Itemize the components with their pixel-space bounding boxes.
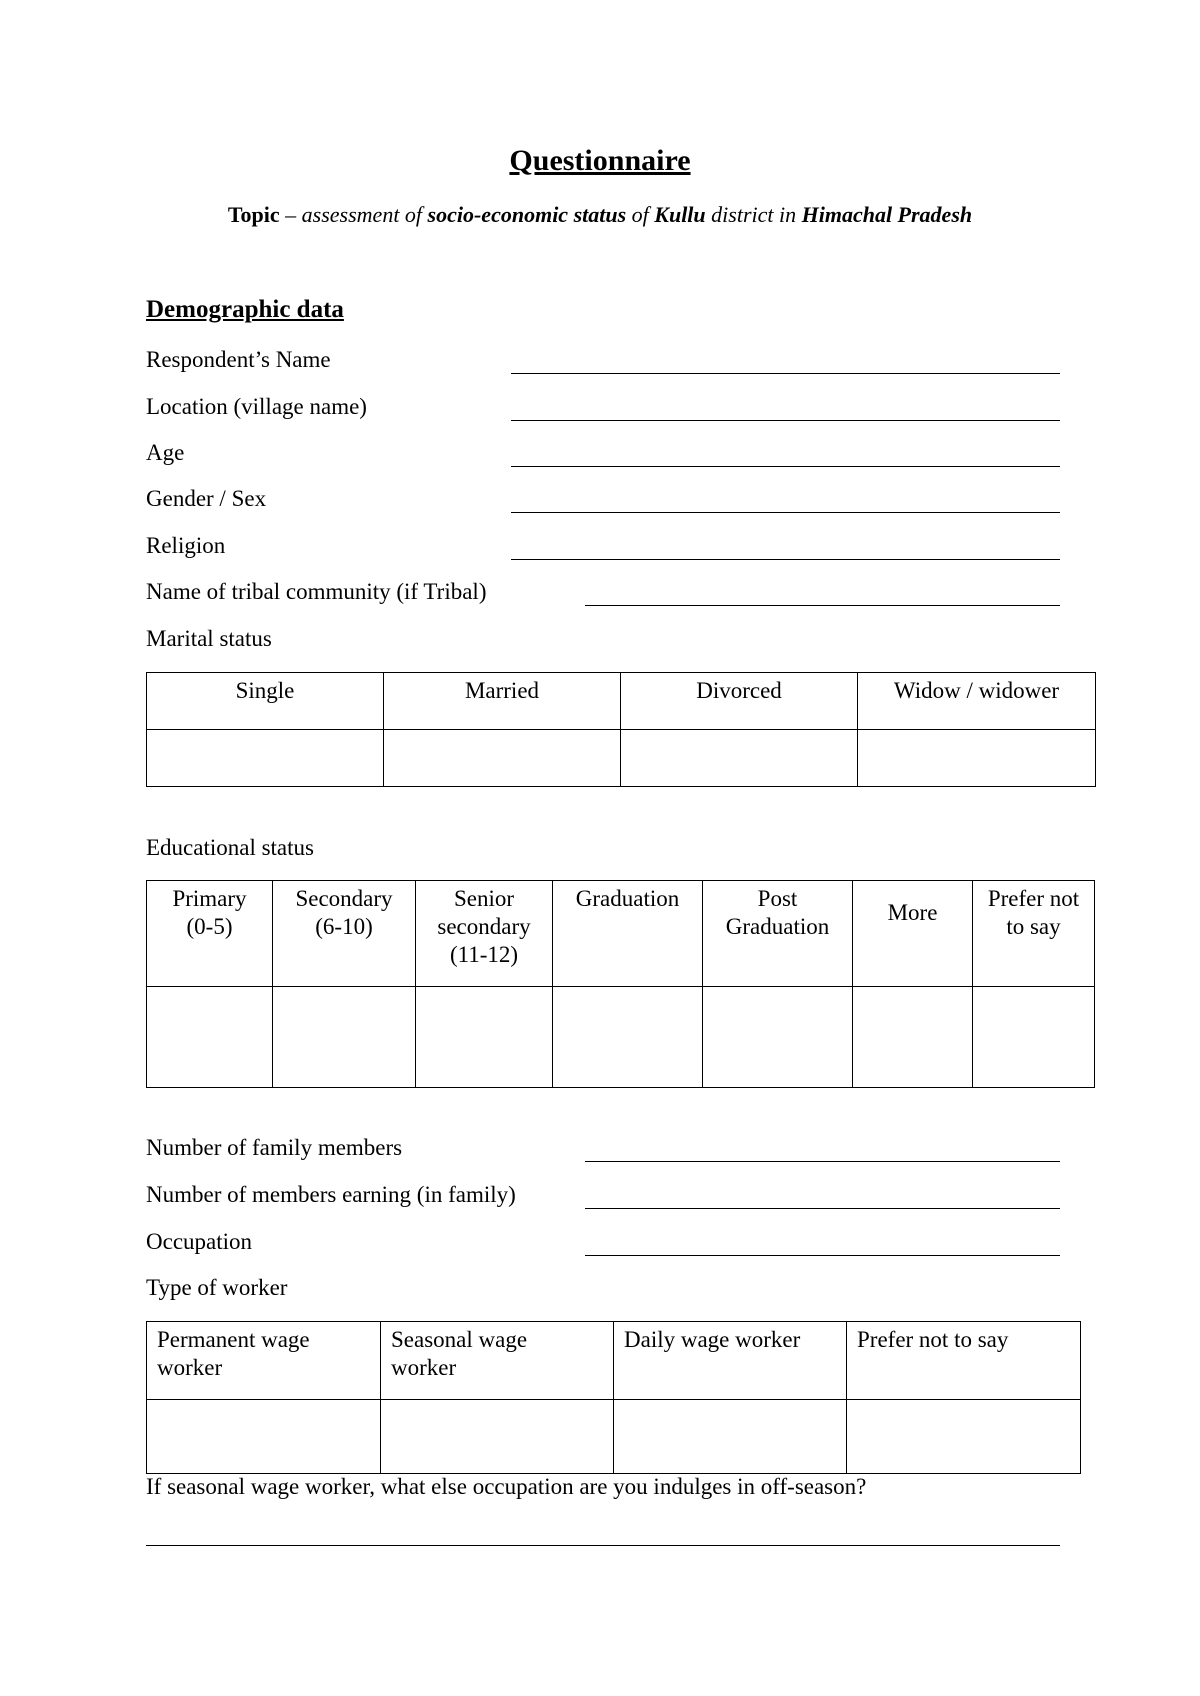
label-educational-status: Educational status: [146, 835, 314, 860]
education-answer-cell[interactable]: [703, 987, 853, 1088]
education-answer-cell[interactable]: [147, 987, 273, 1088]
marital-answer-cell[interactable]: [621, 730, 858, 787]
document-title: Questionnaire: [509, 144, 691, 177]
label-religion: Religion: [146, 533, 226, 558]
topic-line: [0, 202, 1200, 228]
education-answer-cell[interactable]: [416, 987, 553, 1088]
input-line-occupation[interactable]: [585, 1255, 1060, 1256]
education-senior-line-3: (11-12): [449, 942, 519, 967]
education-option-senior-secondary: [416, 881, 553, 987]
worker-answer-cell[interactable]: [847, 1400, 1081, 1474]
marital-status-table: [146, 672, 1096, 787]
input-line-respondent-name[interactable]: [511, 373, 1060, 374]
education-primary-line-1: Primary: [172, 886, 247, 911]
input-line-gender[interactable]: [511, 512, 1060, 513]
education-graduation-line-1: Graduation: [575, 886, 680, 911]
label-type-of-worker: Type of worker: [146, 1275, 288, 1300]
topic-part-2: socio-economic status: [427, 202, 627, 227]
education-answer-cell[interactable]: [273, 987, 416, 1088]
topic-part-5: district in: [705, 202, 802, 227]
input-line-seasonal-answer[interactable]: [146, 1545, 1060, 1546]
education-option-secondary: [273, 881, 416, 987]
label-gender: Gender / Sex: [146, 486, 267, 511]
topic-prefix: Topic: [227, 202, 280, 227]
label-tribal-community: Name of tribal community (if Tribal): [146, 579, 487, 604]
worker-answer-cell[interactable]: [147, 1400, 381, 1474]
input-line-religion[interactable]: [511, 559, 1060, 560]
education-prefer-line-2: to say: [1006, 914, 1061, 939]
education-option-more: [853, 881, 973, 987]
education-postgrad-line-2: Graduation: [725, 914, 830, 939]
label-marital-status: Marital status: [146, 626, 272, 651]
education-option-post-graduation: [703, 881, 853, 987]
worker-seasonal-line-1: Seasonal wage: [391, 1327, 528, 1352]
worker-permanent-line-2: worker: [157, 1355, 223, 1380]
label-family-members: Number of family members: [146, 1135, 403, 1160]
marital-option-single: Single: [147, 673, 384, 730]
topic-part-3: of: [626, 202, 655, 227]
education-answer-cell[interactable]: [553, 987, 703, 1088]
education-option-prefer-not: [973, 881, 1095, 987]
education-option-graduation: [553, 881, 703, 987]
input-line-family-members[interactable]: [585, 1161, 1060, 1162]
worker-option-prefer-not: [847, 1322, 1081, 1400]
input-line-location[interactable]: [511, 420, 1060, 421]
education-senior-line-1: Senior: [453, 886, 515, 911]
marital-answer-cell[interactable]: [384, 730, 621, 787]
education-secondary-line-1: Secondary: [295, 886, 393, 911]
worker-answer-cell[interactable]: [614, 1400, 847, 1474]
label-age: Age: [146, 440, 185, 465]
section-heading-demographic: Demographic data: [146, 296, 344, 323]
education-more-line-1: More: [887, 900, 938, 925]
marital-answer-cell[interactable]: [858, 730, 1096, 787]
worker-type-table: [146, 1321, 1081, 1474]
education-option-primary: [147, 881, 273, 987]
worker-option-seasonal: [381, 1322, 614, 1400]
education-answer-cell[interactable]: [853, 987, 973, 1088]
worker-daily-line-1: Daily wage worker: [624, 1327, 801, 1352]
input-line-age[interactable]: [511, 466, 1060, 467]
education-postgrad-line-1: Post: [757, 886, 798, 911]
topic-dash: –: [279, 202, 302, 227]
education-secondary-line-2: (6-10): [315, 914, 373, 939]
worker-answer-cell[interactable]: [381, 1400, 614, 1474]
education-primary-line-2: (0-5): [186, 914, 233, 939]
input-line-members-earning[interactable]: [585, 1208, 1060, 1209]
topic-part-4: Kullu: [654, 202, 706, 227]
label-seasonal-question: If seasonal wage worker, what else occupation are you indulges in off-season?: [146, 1474, 867, 1499]
input-line-tribal-community[interactable]: [585, 605, 1060, 606]
education-answer-cell[interactable]: [973, 987, 1095, 1088]
marital-option-widow: Widow / widower: [858, 673, 1096, 730]
label-respondent-name: Respondent’s Name: [146, 347, 331, 372]
label-occupation: Occupation: [146, 1229, 253, 1254]
education-senior-line-2: secondary: [437, 914, 531, 939]
education-prefer-line-1: Prefer not: [987, 886, 1080, 911]
marital-option-married: Married: [384, 673, 621, 730]
worker-option-daily: [614, 1322, 847, 1400]
worker-option-permanent: [147, 1322, 381, 1400]
label-location: Location (village name): [146, 394, 367, 419]
marital-option-divorced: Divorced: [621, 673, 858, 730]
topic-part-6: Himachal Pradesh: [801, 202, 973, 227]
worker-seasonal-line-2: worker: [391, 1355, 457, 1380]
education-table: [146, 880, 1095, 1088]
marital-answer-cell[interactable]: [147, 730, 384, 787]
topic-part-1: assessment of: [301, 202, 428, 227]
worker-permanent-line-1: Permanent wage: [157, 1327, 310, 1352]
worker-prefer-line-1: Prefer not to say: [857, 1327, 1009, 1352]
label-members-earning: Number of members earning (in family): [146, 1182, 516, 1207]
